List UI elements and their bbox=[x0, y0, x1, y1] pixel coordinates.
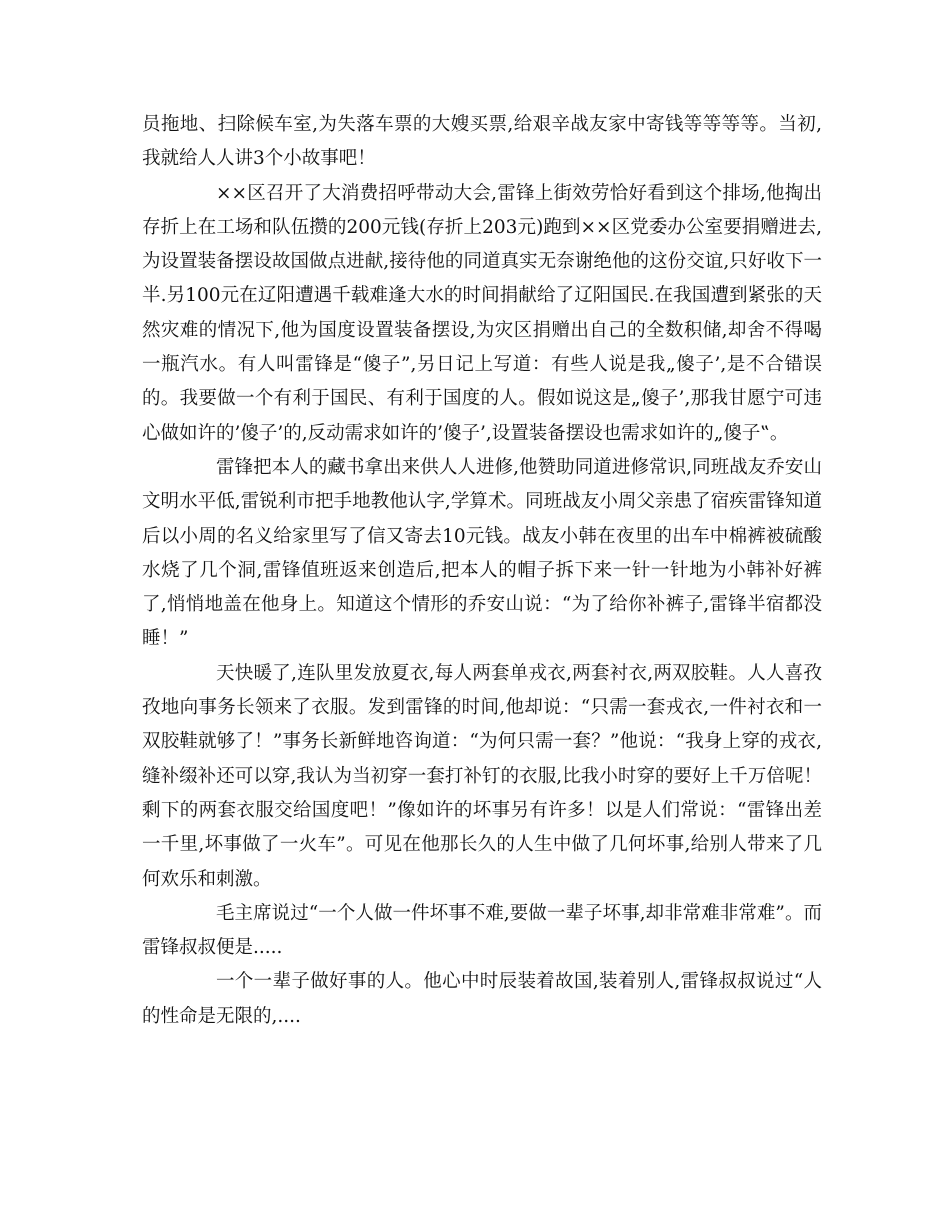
paragraph-1: 员拖地、扫除候车室,为失落车票的大嫂买票,给艰辛战友家中寄钱等等等等。当初,我就给人人讲3个小故事吧！ bbox=[142, 114, 822, 170]
paragraph-2: ××区召开了大消费招呼带动大会,雷锋上街效劳恰好看到这个排场,他掏出存折上在工场和队伍攒的200元钱(存折上203元)跑到××区党委办公室要捐赠进去,为设置装备摆设故国做点进献,接待他的同道真实无奈谢绝他的这份交谊,只好收下一半.另100元在辽阳遭遇千载难逢大水的时间捐献给了辽阳国民.在我国遭到紧张的天然灾难的情况下,他为国度设置装备摆设,为灾区捐赠出自己的全数积储,却舍不得喝一瓶汽水。有人叫雷锋是“傻子”,另日记上写道：有些人说是我„傻子’,是不合错误的。我要做一个有利于国民、有利于国度的人。假如说这是„傻子’,那我甘愿宁可违心做如许的’傻子’的,反动需求如许的’傻子’,设置装备摆设也需求如许的„傻子‟。 bbox=[142, 182, 822, 444]
paragraph-3: 雷锋把本人的藏书拿出来供人人进修,他赞助同道进修常识,同班战友乔安山文明水平低,雷锐利市把手地教他认字,学算术。同班战友小周父亲患了宿疾雷锋知道后以小周的名义给家里写了信又寄去10元钱。战友小韩在夜里的出车中棉裤被硫酸水烧了几个洞,雷锋值班返来创造后,把本人的帽子拆下来一针一针地为小韩补好裤了,悄悄地盖在他身上。知道这个情形的乔安山说：“为了给你补裤子,雷锋半宿都没睡！” bbox=[142, 456, 822, 650]
paragraph-6: 一个一辈子做好事的人。他心中时辰装着故国,装着别人,雷锋叔叔说过“人的性命是无限的,.... bbox=[142, 971, 822, 1027]
paragraph-5: 毛主席说过“一个人做一件坏事不难,要做一辈子坏事,却非常难非常难”。而雷锋叔叔便是..... bbox=[142, 902, 822, 959]
paragraph-4: 天快暖了,连队里发放夏衣,每人两套单戎衣,两套衬衣,两双胶鞋。人人喜孜孜地向事务长领来了衣服。发到雷锋的时间,他却说：“只需一套戎衣,一件衬衣和一双胶鞋就够了！”事务长新鲜地咨询道：“为何只需一套？”他说：“我身上穿的戎衣,缝补缀补还可以穿,我认为当初穿一套打补钉的衣服,比我小时穿的要好上千万倍呢！剩下的两套衣服交给国度吧！”像如许的坏事另有许多！以是人们常说：“雷锋出差一千里,坏事做了一火车”。可见在他那长久的人生中做了几何坏事,给别人带来了几何欢乐和刺激。 bbox=[142, 662, 822, 890]
body-text bbox=[142, 108, 822, 1034]
